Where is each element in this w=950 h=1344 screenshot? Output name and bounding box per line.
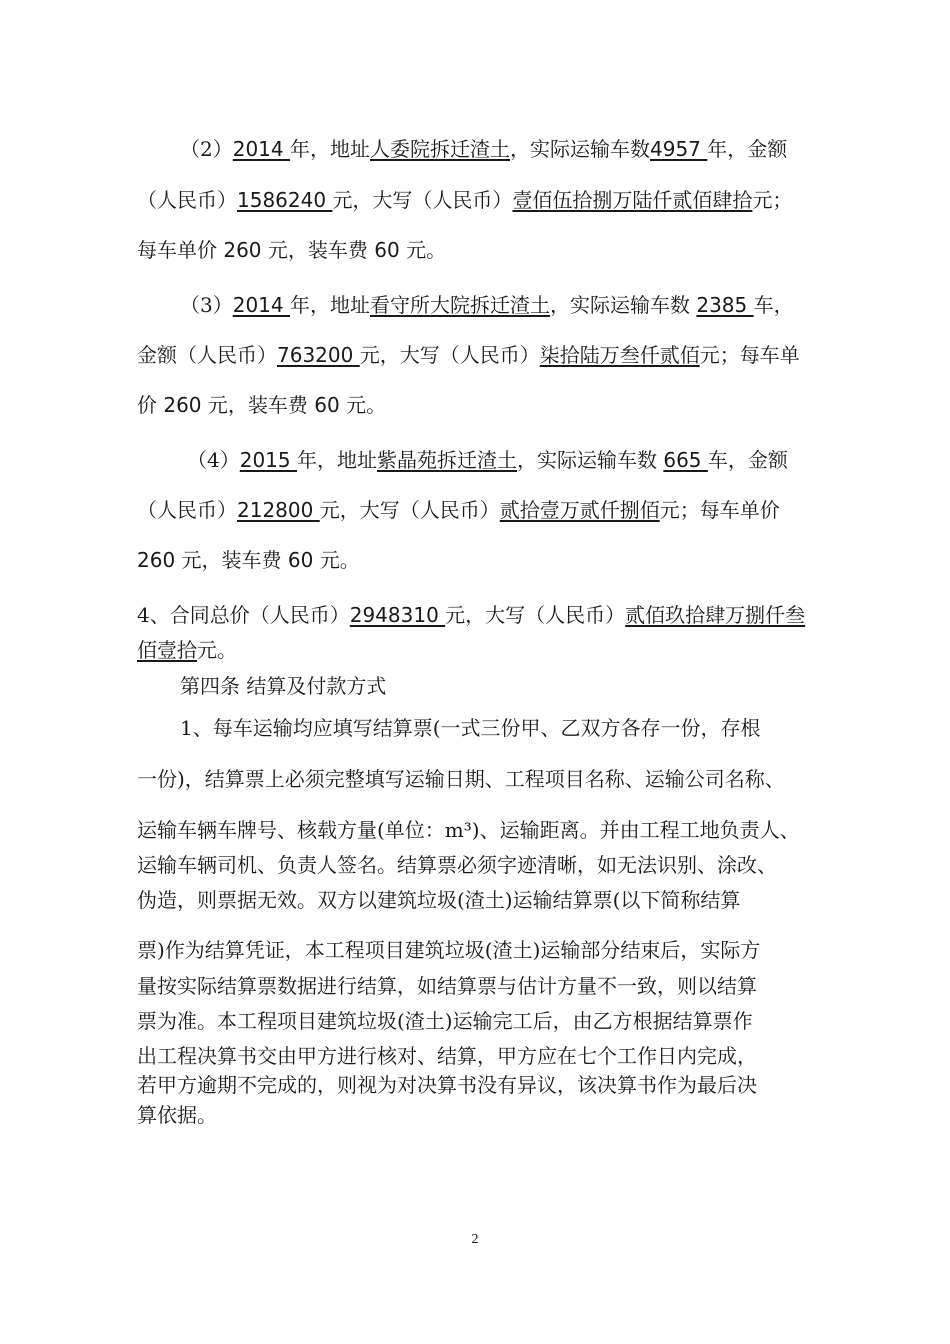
text: 年，地址 <box>297 448 377 472</box>
amount-uppercase: 贰拾壹万贰仟捌佰 <box>499 498 660 522</box>
total-amount-uppercase: 贰佰玖拾肆万捌仟叁 <box>625 603 806 627</box>
clause-1-line: 1、每车运输均应填写结算票(一式三份甲、乙双方各存一份，存根 <box>180 716 761 740</box>
clause-1-line: 若甲方逾期不完成的，则视为对决算书没有异议，该决算书作为最后决 <box>137 1073 757 1097</box>
text: 年，地址 <box>290 293 370 317</box>
text: 年，金额 <box>707 137 788 161</box>
clause-1-line: 运输车辆车牌号、核载方量(单位：m³)、运输距离。并由工程工地负责人、 <box>137 818 800 842</box>
year: 2015 <box>239 448 297 472</box>
item-3-line-2 <box>137 341 827 369</box>
item-label: （2） <box>180 137 233 161</box>
text: 车， <box>753 293 794 317</box>
item-2-line-1 <box>180 135 870 163</box>
text: 4、合同总价（人民币） <box>137 603 350 627</box>
text: 元，装车费 <box>201 393 315 417</box>
total-line-1 <box>137 601 827 629</box>
text: 价 <box>137 393 164 417</box>
text: 元。 <box>399 238 447 262</box>
clause-1-line: 出工程决算书交由甲方进行核对、结算，甲方应在七个工作日内完成， <box>137 1044 757 1068</box>
page-number: 2 <box>471 1232 479 1247</box>
text: 元，装车费 <box>175 548 288 572</box>
text: ，实际运输车数 <box>550 293 697 317</box>
loading-fee: 60 <box>374 238 400 262</box>
text: 元，装车费 <box>261 238 375 262</box>
text: ，实际运输车数 <box>510 137 650 161</box>
clause-1-line: 一份)，结算票上必须完整填写运输日期、工程项目名称、运输公司名称、 <box>137 767 785 791</box>
total-line-2 <box>137 636 827 664</box>
item-3-line-1 <box>180 291 870 319</box>
text: 元，大写（人民币） <box>359 343 540 367</box>
unit-price: 260 <box>223 238 262 262</box>
text: 金额（人民币） <box>137 343 277 367</box>
year: 2014 <box>232 293 290 317</box>
address: 看守所大院拆迁渣土 <box>370 293 550 317</box>
clause-1-line: 量按实际结算票数据进行结算，如结算票与估计方量不一致，则以结算 <box>137 974 757 998</box>
text: ，实际运输车数 <box>517 448 664 472</box>
text: 元，大写（人民币） <box>319 498 500 522</box>
item-label: （4） <box>187 448 240 472</box>
item-2-line-3 <box>137 236 827 264</box>
unit-price: 260 <box>163 393 202 417</box>
text: 车，金额 <box>707 448 788 472</box>
clause-1-line: 伪造，则票据无效。双方以建筑垃圾(渣土)运输结算票(以下简称结算 <box>137 888 741 912</box>
total-amount-uppercase-cont: 佰壹拾 <box>137 638 197 662</box>
text: 元，大写（人民币） <box>445 603 626 627</box>
item-2-line-2 <box>137 186 827 214</box>
item-3-line-3 <box>137 391 827 419</box>
amount-uppercase: 壹佰伍拾捌万陆仟贰佰肆拾 <box>512 188 753 212</box>
truck-count: 4957 <box>650 137 708 161</box>
total-amount: 2948310 <box>349 603 446 627</box>
text: 每车单价 <box>137 238 224 262</box>
amount: 1586240 <box>237 188 333 212</box>
address: 人委院拆迁渣土 <box>370 137 510 161</box>
address: 紫晶苑拆迁渣土 <box>377 448 517 472</box>
amount: 212800 <box>237 498 320 522</box>
truck-count: 2385 <box>696 293 754 317</box>
truck-count: 665 <box>663 448 708 472</box>
text: （人民币） <box>137 188 237 212</box>
article-4-heading: 第四条 结算及付款方式 <box>180 674 387 698</box>
text: 元。 <box>313 548 360 572</box>
unit-price: 260 <box>137 548 176 572</box>
text: 元； <box>752 188 793 212</box>
text: （人民币） <box>137 498 237 522</box>
amount: 763200 <box>277 343 360 367</box>
loading-fee: 60 <box>314 393 340 417</box>
item-4-line-2 <box>137 496 827 524</box>
item-4-line-3 <box>137 546 827 574</box>
clause-1-line: 票)作为结算凭证，本工程项目建筑垃圾(渣土)运输部分结束后，实际方 <box>137 938 761 962</box>
item-label: （3） <box>180 293 233 317</box>
clause-1-line: 算依据。 <box>137 1103 217 1127</box>
text: 元，大写（人民币） <box>332 188 513 212</box>
amount-uppercase: 柒拾陆万叁仟贰佰 <box>539 343 700 367</box>
text: 元；每车单 <box>699 343 800 367</box>
year: 2014 <box>232 137 290 161</box>
loading-fee: 60 <box>287 548 314 572</box>
text: 年，地址 <box>290 137 370 161</box>
text: 元；每车单价 <box>659 498 780 522</box>
clause-1-line: 运输车辆司机、负责人签名。结算票必须字迹清晰，如无法识别、涂改、 <box>137 853 777 877</box>
item-4-line-1 <box>187 446 877 474</box>
text: 元。 <box>339 393 387 417</box>
text: 元。 <box>197 638 237 662</box>
clause-1-line: 票为准。本工程项目建筑垃圾(渣土)运输完工后，由乙方根据结算票作 <box>137 1009 753 1033</box>
